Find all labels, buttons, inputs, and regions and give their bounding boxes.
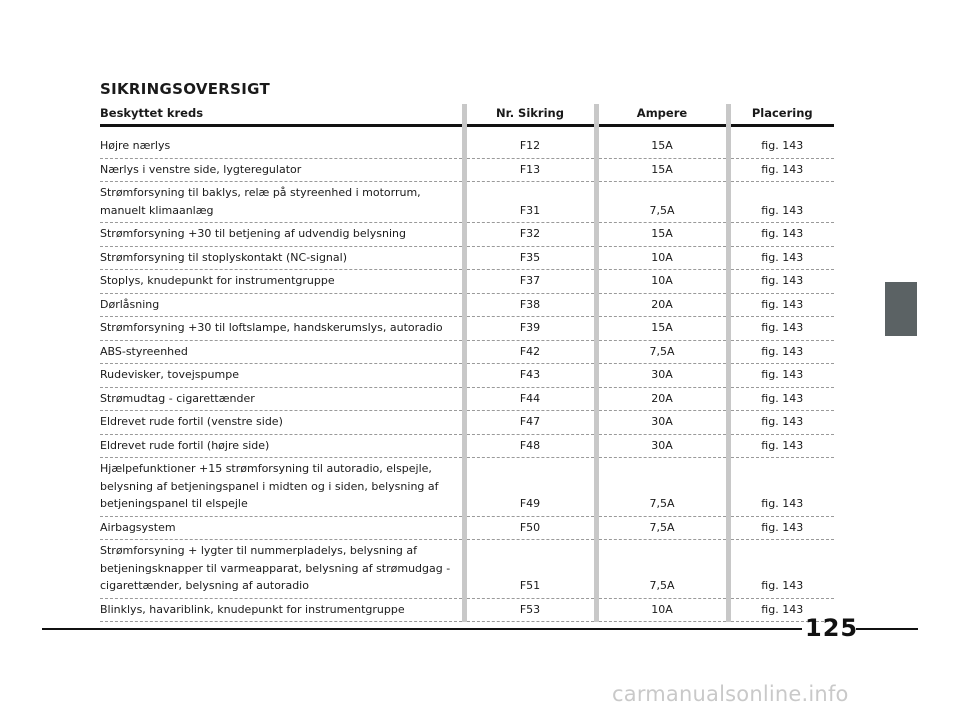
cell-fuse-number: F51 [464,540,596,599]
cell-fuse-number: F48 [464,434,596,458]
cell-protected-circuit: Rudevisker, tovejspumpe [100,364,464,388]
footer-rule-right [856,628,918,630]
cell-ampere: 7,5A [596,340,728,364]
cell-protected-circuit: Strømforsyning + lygter til nummerpladelys, belysning af betjeningsknapper til varmeapparat, belysning af strømudgag - cigarettænder, belysning af autoradio [100,540,464,599]
cell-placement: fig. 143 [728,340,834,364]
cell-placement: fig. 143 [728,223,834,247]
cell-protected-circuit: Strømforsyning til stoplyskontakt (NC-signal) [100,246,464,270]
cell-ampere: 20A [596,387,728,411]
cell-ampere: 10A [596,246,728,270]
header-protected-circuit: Beskyttet kreds [100,104,464,126]
header-fuse-number: Nr. Sikring [464,104,596,126]
table-row [100,387,834,411]
cell-placement: fig. 143 [728,540,834,599]
cell-placement: fig. 143 [728,158,834,182]
table-header-row [100,104,834,126]
table-row [100,434,834,458]
cell-protected-circuit: Strømudtag - cigarettænder [100,387,464,411]
cell-ampere: 15A [596,223,728,247]
table-row [100,223,834,247]
table-row [100,540,834,599]
chapter-tab [885,282,917,336]
cell-protected-circuit: Airbagsystem [100,516,464,540]
cell-placement: fig. 143 [728,598,834,622]
cell-ampere: 30A [596,411,728,435]
cell-fuse-number: F49 [464,458,596,517]
cell-placement: fig. 143 [728,434,834,458]
cell-ampere: 7,5A [596,540,728,599]
header-placement: Placering [728,104,834,126]
cell-fuse-number: F47 [464,411,596,435]
cell-fuse-number: F32 [464,223,596,247]
cell-ampere: 30A [596,364,728,388]
cell-fuse-number: F50 [464,516,596,540]
cell-ampere: 30A [596,434,728,458]
cell-placement: fig. 143 [728,516,834,540]
cell-protected-circuit: Strømforsyning til baklys, relæ på styreenhed i motorrum, manuelt klimaanlæg [100,182,464,223]
cell-placement: fig. 143 [728,458,834,517]
cell-fuse-number: F53 [464,598,596,622]
table-row [100,182,834,223]
cell-placement: fig. 143 [728,387,834,411]
table-row [100,458,834,517]
cell-placement: fig. 143 [728,293,834,317]
table-row [100,340,834,364]
fuse-table [100,104,834,622]
cell-ampere: 15A [596,158,728,182]
page-number: 125 [805,614,859,642]
cell-fuse-number: F42 [464,340,596,364]
cell-fuse-number: F37 [464,270,596,294]
section-title: SIKRINGSOVERSIGT [100,80,271,98]
cell-ampere: 10A [596,270,728,294]
cell-ampere: 10A [596,598,728,622]
cell-fuse-number: F12 [464,135,596,158]
cell-placement: fig. 143 [728,317,834,341]
table-row [100,293,834,317]
cell-ampere: 15A [596,317,728,341]
cell-fuse-number: F43 [464,364,596,388]
cell-ampere: 20A [596,293,728,317]
cell-protected-circuit: Stoplys, knudepunkt for instrumentgruppe [100,270,464,294]
cell-protected-circuit: Strømforsyning +30 til betjening af udvendig belysning [100,223,464,247]
cell-ampere: 7,5A [596,458,728,517]
cell-fuse-number: F31 [464,182,596,223]
cell-fuse-number: F44 [464,387,596,411]
table-gap-row [100,126,834,136]
cell-placement: fig. 143 [728,411,834,435]
cell-placement: fig. 143 [728,270,834,294]
footer-rule-left [42,628,802,630]
cell-ampere: 7,5A [596,516,728,540]
table-row [100,246,834,270]
cell-fuse-number: F35 [464,246,596,270]
cell-fuse-number: F13 [464,158,596,182]
cell-placement: fig. 143 [728,364,834,388]
cell-protected-circuit: Eldrevet rude fortil (højre side) [100,434,464,458]
cell-protected-circuit: Strømforsyning +30 til loftslampe, handskerumslys, autoradio [100,317,464,341]
header-ampere: Ampere [596,104,728,126]
cell-protected-circuit: Hjælpefunktioner +15 strømforsyning til autoradio, elspejle, belysning af betjeningspanel i midten og i siden, belysning af betjeningspanel til elspejle [100,458,464,517]
watermark: carmanualsonline.info [612,682,849,706]
cell-placement: fig. 143 [728,246,834,270]
cell-protected-circuit: Nærlys i venstre side, lygteregulator [100,158,464,182]
table-body [100,126,834,622]
cell-protected-circuit: Eldrevet rude fortil (venstre side) [100,411,464,435]
table-row [100,270,834,294]
table-row [100,135,834,158]
cell-fuse-number: F38 [464,293,596,317]
cell-protected-circuit: Højre nærlys [100,135,464,158]
table-row [100,411,834,435]
table-row [100,158,834,182]
cell-placement: fig. 143 [728,135,834,158]
cell-ampere: 15A [596,135,728,158]
table-row [100,317,834,341]
cell-fuse-number: F39 [464,317,596,341]
table-row [100,516,834,540]
cell-placement: fig. 143 [728,182,834,223]
table-row [100,364,834,388]
cell-protected-circuit: Dørlåsning [100,293,464,317]
cell-ampere: 7,5A [596,182,728,223]
table-row [100,598,834,622]
cell-protected-circuit: Blinklys, havariblink, knudepunkt for instrumentgruppe [100,598,464,622]
cell-protected-circuit: ABS-styreenhed [100,340,464,364]
